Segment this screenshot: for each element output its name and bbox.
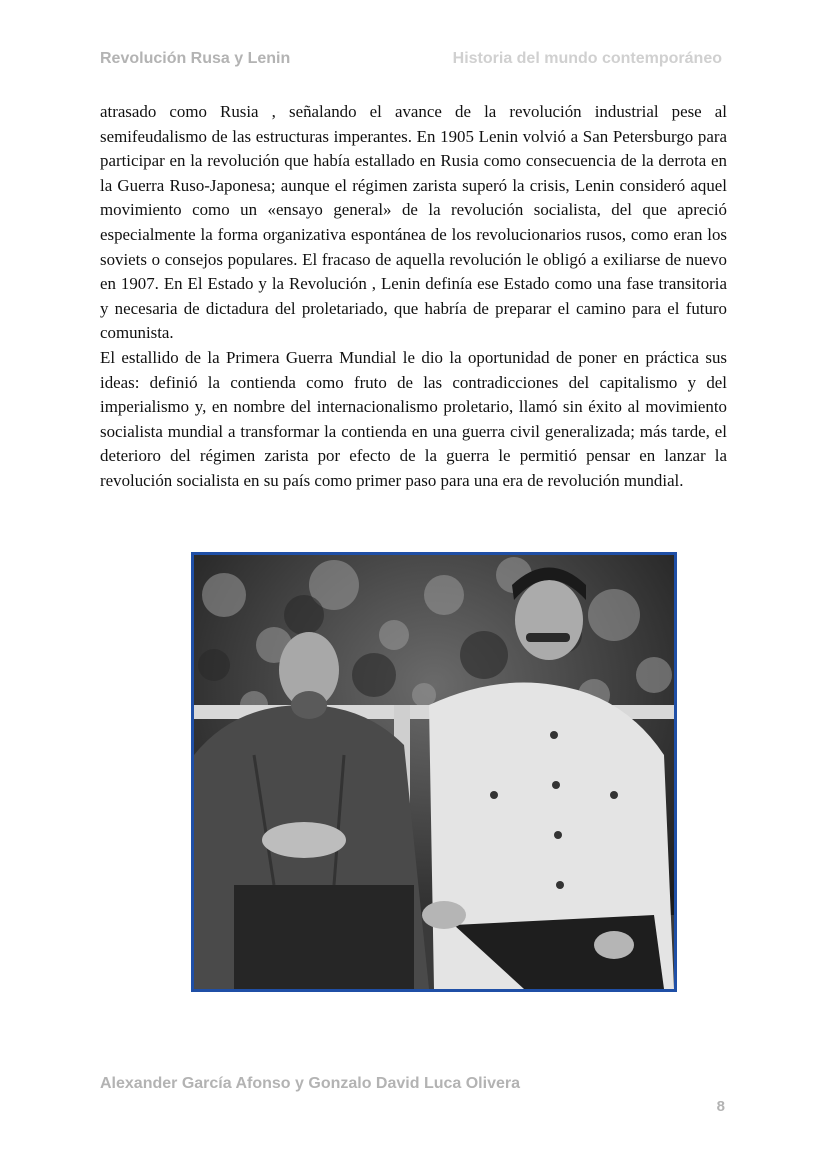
photo-illustration: [194, 555, 674, 989]
header-subject-title: Historia del mundo contemporáneo: [452, 50, 722, 67]
historical-photo: [191, 552, 677, 992]
page-number: 8: [716, 1098, 725, 1115]
paragraph-2: El estallido de la Primera Guerra Mundial le dio la oportunidad de poner en práctica sus ideas: definió la contienda como fruto de las contradicciones del capitalismo y del imperialismo y, en nombre del internacionalismo proletario, llamó sin éxito al movimiento socialista mundial a transformar la contienda en una guerra civil generalizada; más tarde, el deterioro del régimen zarista por efecto de la guerra le permitió pensar en lanzar la revolución socialista en su país como primer paso para una era de revolución mundial.: [100, 347, 727, 490]
header-document-title: Revolución Rusa y Lenin: [100, 50, 291, 67]
body-text: [100, 100, 727, 494]
page-header: [100, 50, 728, 74]
page-footer-authors: Alexander García Afonso y Gonzalo David Luca Olivera: [100, 1075, 520, 1092]
paragraph-1: atrasado como Rusia , señalando el avance de la revolución industrial pese al semifeudalismo de las estructuras imperantes. En 1905 Lenin volvió a San Petersburgo para participar en la revolución que había estallado en Rusia como consecuencia de la derrota en la Guerra Ruso-Japonesa; aunque el régimen zarista superó la crisis, Lenin consideró aquel movimiento como un «ensayo general» de la revolución socialista, del que apreció especialmente la forma organizativa espontánea de los revolucionarios rusos, como eran los soviets o consejos populares. El fracaso de aquella revolución le obligó a exiliarse de nuevo en 1907. En El Estado y la Revolución , Lenin definía ese Estado como una fase transitoria y necesaria de dictadura del proletariado, que habría de preparar el camino para el futuro comunista.: [100, 102, 727, 343]
